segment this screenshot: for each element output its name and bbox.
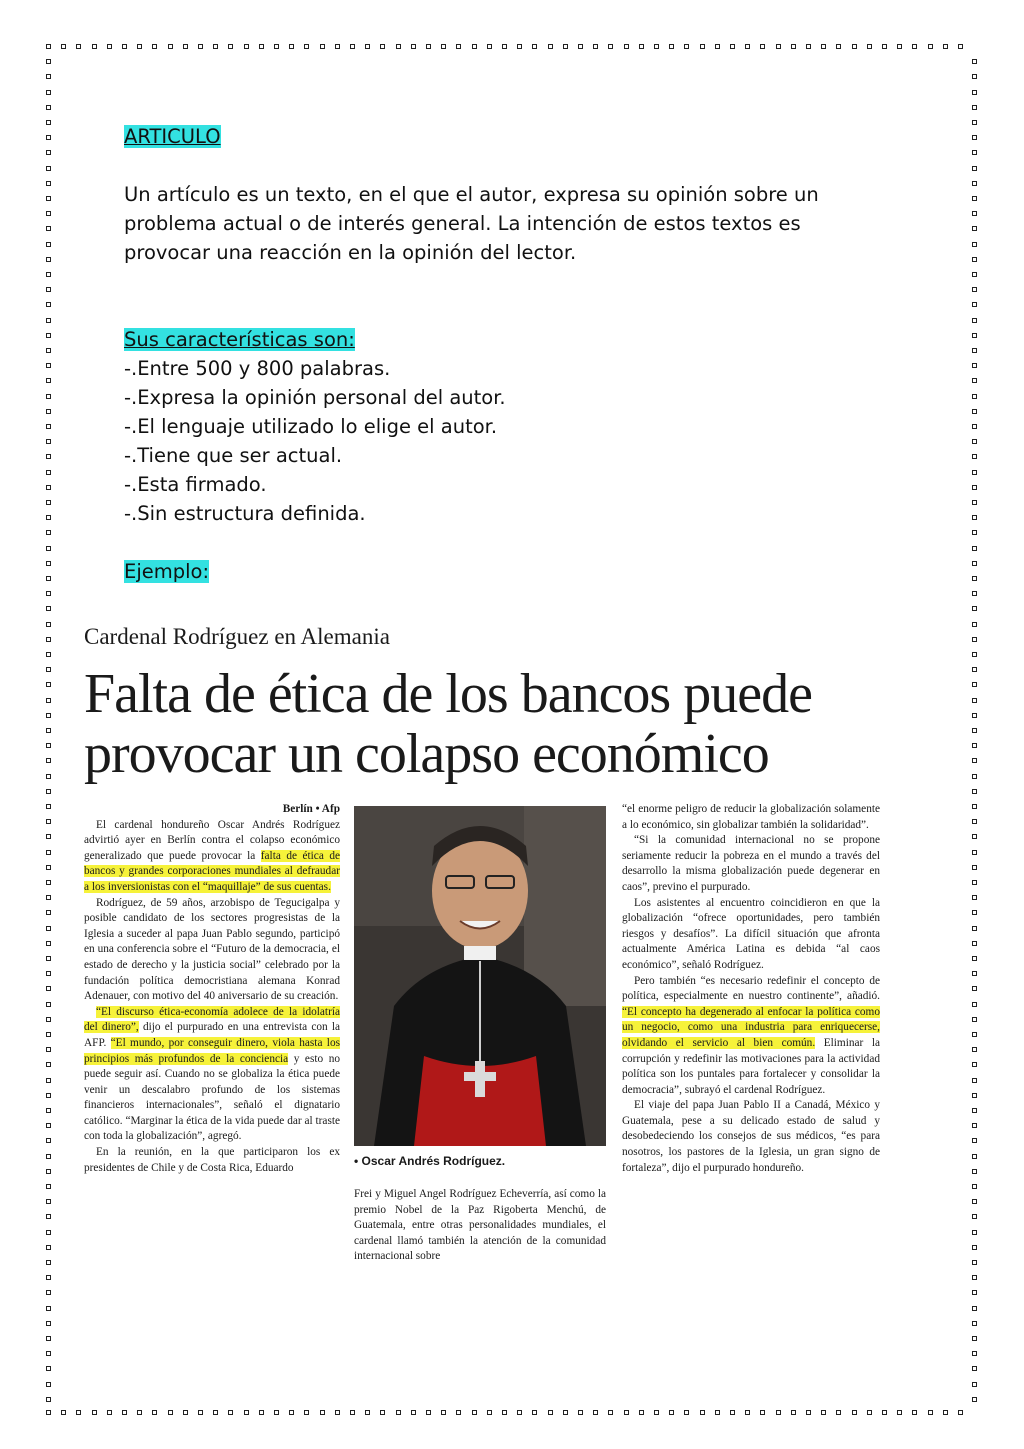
headline-line-2: provocar un colapso económico <box>84 723 769 785</box>
intro-line-2: problema actual o de interés general. La intención de estos textos es <box>124 212 801 235</box>
feature-item: -.El lenguaje utilizado lo elige el autor. <box>124 415 498 438</box>
article-column-1 <box>84 802 340 1176</box>
paragraph: El viaje del papa Juan Pablo II a Canadá, México y Guatemala, pese a su delicado estado de salud y desobedeciendo los consejos de sus médicos, “es para nosotros, los pastores de la Iglesia, un gran signo de fortaleza”, dijo el purpurado hondureño. <box>622 1099 880 1174</box>
feature-item: -.Expresa la opinión personal del autor. <box>124 386 506 409</box>
cardinal-photo <box>354 806 606 1146</box>
document-body <box>124 122 884 586</box>
dateline: Berlín • Afp <box>282 803 340 815</box>
article-column-3 <box>622 802 880 1176</box>
article-column-2: Frei y Miguel Angel Rodríguez Echeverría, así como la premio Nobel de la Paz Rigoberta Menchú, de Guatemala, entre otras personalidades mundiales, el cardenal llamó también la atención de la comunidad internacional sobre <box>354 1188 606 1263</box>
paragraph: En la reunión, en la que participaron los ex presidentes de Chile y de Costa Rica, Eduardo <box>84 1146 340 1174</box>
paragraph: Los asistentes al encuentro coincidieron en que la globalización “ofrece oportunidades, pero también riesgos y desafíos”. La difícil situación que afronta actualmente América Latina es debida “al caos económico”, señaló Rodríguez. <box>622 896 880 971</box>
paragraph: “Si la comunidad internacional no se propone seriamente reducir la pobreza en el mundo a través del desarrollo la misma globalización puede degenerar en caos”, previno el purpurado. <box>622 834 880 893</box>
example-label: Ejemplo: <box>124 560 210 583</box>
highlighted-text: “El mundo, por conseguir dinero, viola hasta los principios más profundos de la conciencia <box>84 1036 340 1065</box>
clipping-headline <box>84 664 812 784</box>
clipping-kicker: Cardenal Rodríguez en Alemania <box>84 624 390 649</box>
paragraph: El cardenal hondureño Oscar Andrés Rodríguez advirtió ayer en Berlín contra el colapso económico generalizado que puede provocar la falta de ética de bancos y grandes corporaciones mundiales al defraudar a los inversionistas con el “maquillaje” de sus cuentas. <box>84 818 340 893</box>
intro-line-1: Un artículo es un texto, en el que el autor, expresa su opinión sobre un <box>124 183 819 206</box>
intro-line-3: provocar una reacción en la opinión del lector. <box>124 241 577 264</box>
paragraph: Rodríguez, de 59 años, arzobispo de Tegucigalpa y posible candidato de los sectores progresistas de la Iglesia a suceder al papa Juan Pablo segundo, participó en una conferencia sobre el “Futuro de la democracia, el estado de derecho y la justicia social” celebrado por la fundación política democristiana alemana Konrad Adenauer, con motivo del 40 aniversario de su creación. <box>84 896 340 1003</box>
section-heading: ARTICULO <box>124 125 221 148</box>
highlighted-text: “El concepto ha degenerado al enfocar la política como un negocio, como una industria para enriquecerse, olvidando el servicio al bien común. <box>622 1005 880 1049</box>
feature-item: -.Sin estructura definida. <box>124 502 366 525</box>
feature-item: -.Entre 500 y 800 palabras. <box>124 357 391 380</box>
newspaper-clipping <box>72 612 892 1292</box>
headline-line-1: Falta de ética de los bancos puede <box>84 663 812 725</box>
photo-caption: • Oscar Andrés Rodríguez. <box>354 1154 506 1168</box>
features-title: Sus características son: <box>124 328 355 351</box>
feature-item: -.Esta firmado. <box>124 473 267 496</box>
paragraph: Pero también “es necesario redefinir el concepto de política, especialmente en nuestro continente”, añadió. “El concepto ha degenerado al enfocar la política como un negocio, como una industria para enriquecerse, olvidando el servicio al bien común. Eliminar la corrupción y redefinir las motivaciones para la actividad política son los puntales para fortalecer y consolidar la democracia”, subrayó el cardenal Rodríguez. <box>622 974 880 1096</box>
highlighted-text: falta de ética de bancos y grandes corporaciones mundiales al defraudar a los inversionistas con el “maquillaje” de sus cuentas. <box>84 849 340 893</box>
feature-item: -.Tiene que ser actual. <box>124 444 343 467</box>
paragraph: “el enorme peligro de reducir la globalización solamente a lo económico, sin globalizar también la solidaridad”. <box>622 803 880 831</box>
paragraph: “El discurso ética-economía adolece de la idolatría del dinero”, dijo el purpurado en una entrevista con la AFP. “El mundo, por conseguir dinero, viola hasta los principios más profundos de la conciencia y esto no puede seguir así. Cuando no se globaliza la ética puede venir un descalabro profundo de los sistemas financieros internacionales”, señaló el dignatario católico. “Marginar la ética de la vida puede dar al traste con toda la globalización”, agregó. <box>84 1005 341 1143</box>
highlighted-text: “El discurso ética-economía adolece de la idolatría del dinero”, <box>84 1005 340 1034</box>
